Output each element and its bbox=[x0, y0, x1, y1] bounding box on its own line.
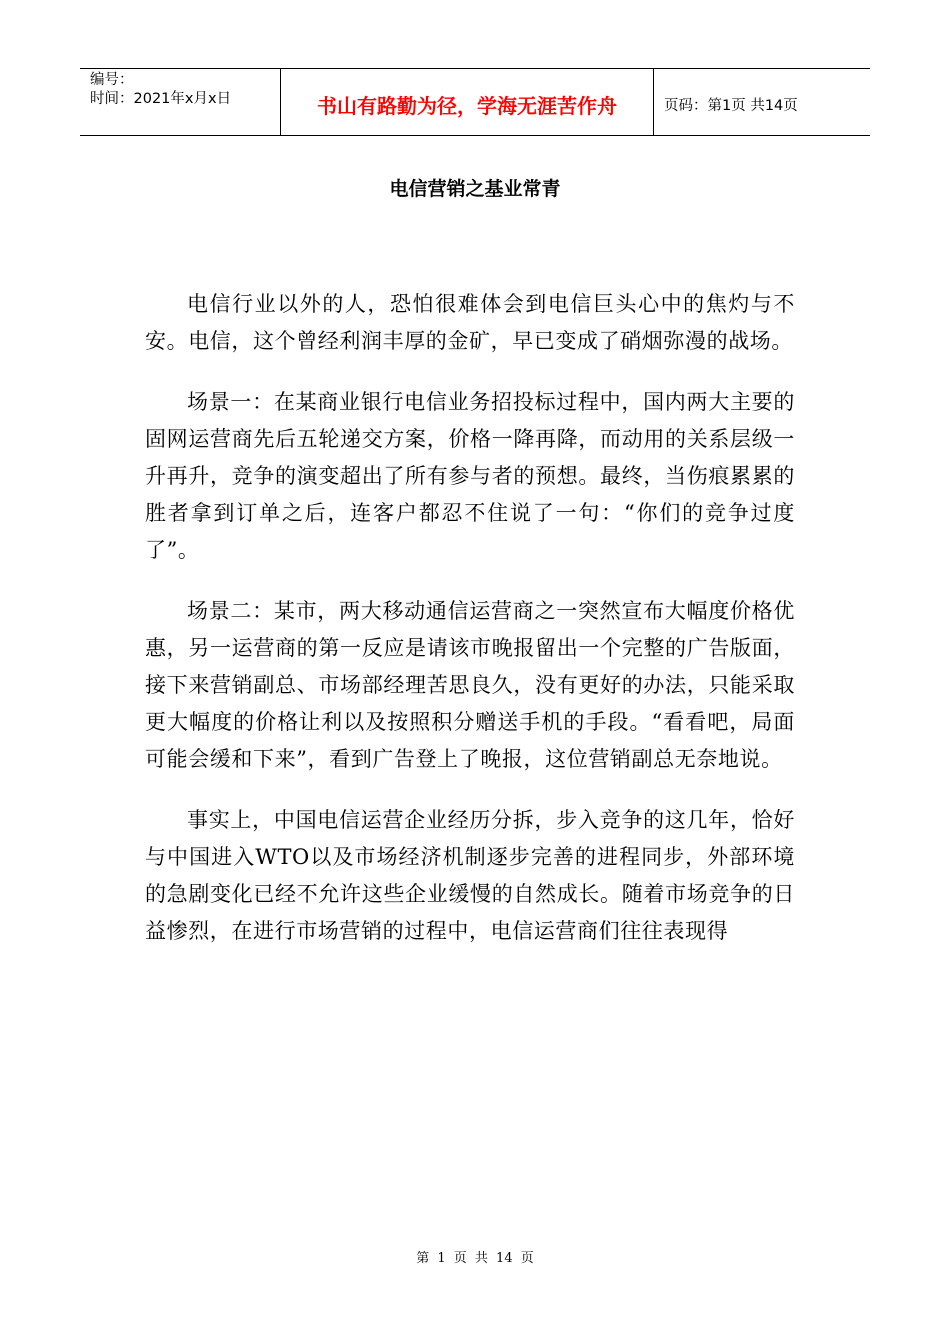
document-title: 电信营销之基业常青 bbox=[389, 178, 561, 200]
paragraph-1: 电信行业以外的人，恐怕很难体会到电信巨头心中的焦灼与不安。电信，这个曾经利润丰厚的金矿，早已变成了硝烟弥漫的战场。 bbox=[145, 292, 795, 353]
serial-number-label: 编号： bbox=[90, 72, 134, 88]
paragraph-2: 场景一：在某商业银行电信业务招投标过程中，国内两大主要的固网运营商先后五轮递交方案，价格一降再降，而动用的关系层级一升再升，竞争的演变超出了所有参与者的预想。最终，当伤痕累累的胜者拿到订单之后，连客户都忍不住说了一句：“你们的竞争过度了”。 bbox=[145, 390, 795, 562]
paragraph-4: 事实上，中国电信运营企业经历分拆，步入竞争的这几年，恰好与中国进入WTO以及市场经济机制逐步完善的进程同步，外部环境的急剧变化已经不允许这些企业缓慢的自然成长。随着市场竞争的日益惨烈，在进行市场营销的过程中，电信运营商们往往表现得 bbox=[145, 808, 795, 943]
header-meta-cell bbox=[80, 69, 281, 135]
document-body bbox=[145, 286, 795, 974]
page-footer: 第 1 页 共 14 页 bbox=[416, 1251, 534, 1266]
header-motto: 书山有路勤为径，学海无涯苦作舟 bbox=[281, 69, 654, 135]
header-table bbox=[80, 68, 870, 136]
time-label: 时间：2021年x月x日 bbox=[90, 91, 232, 107]
paragraph-3: 场景二：某市，两大移动通信运营商之一突然宣布大幅度价格优惠，另一运营商的第一反应是请该市晚报留出一个完整的广告版面，接下来营销副总、市场部经理苦思良久，没有更好的办法，只能采取更大幅度的价格让利以及按照积分赠送手机的手段。“看看吧，局面可能会缓和下来”，看到广告登上了晚报，这位营销副总无奈地说。 bbox=[145, 599, 795, 771]
header-page-info: 页码：第1页 共14页 bbox=[664, 97, 798, 114]
